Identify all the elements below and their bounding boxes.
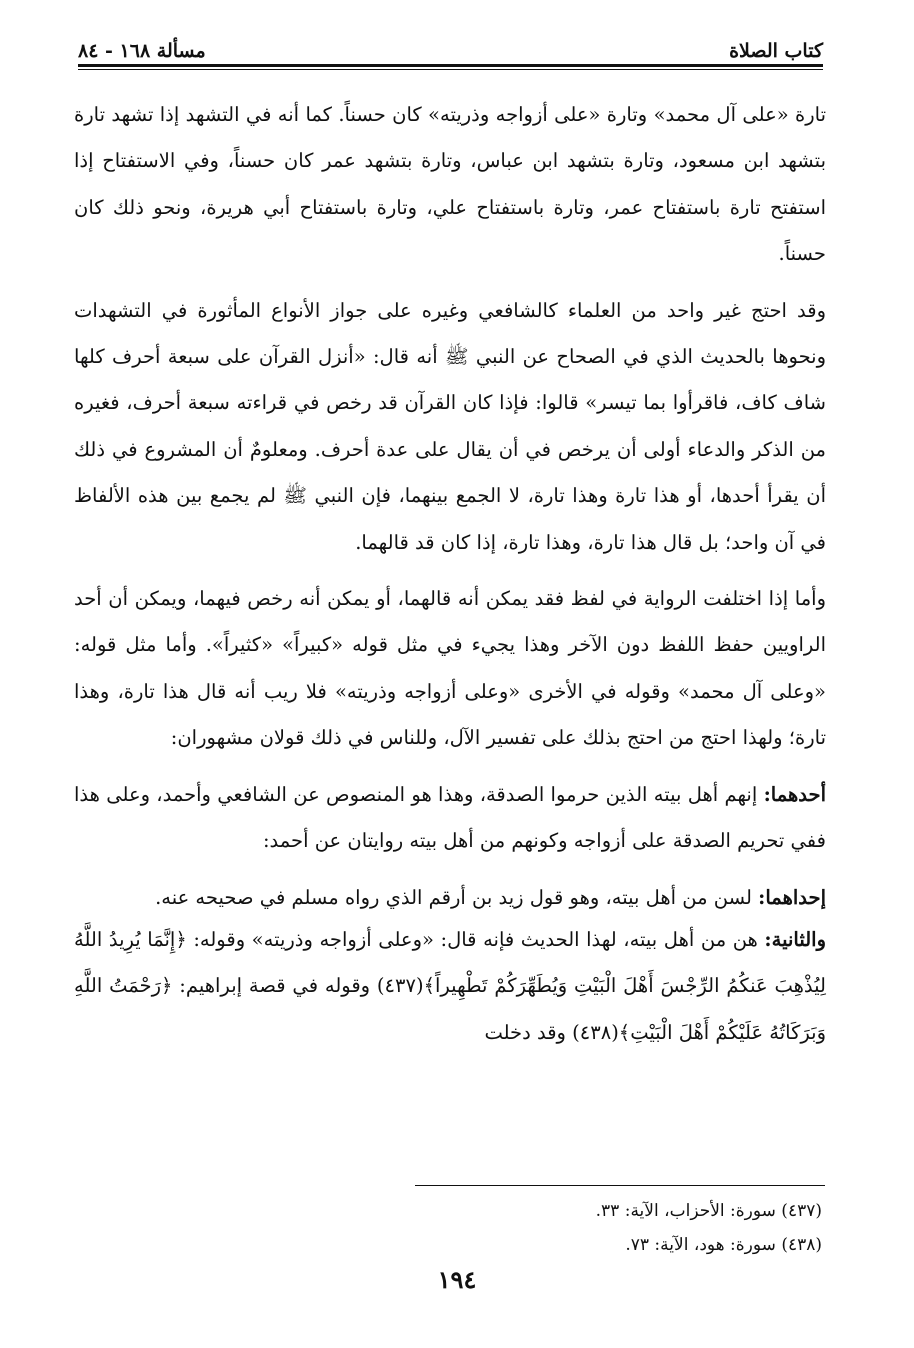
opinion-text: إنهم أهل بيته الذين حرموا الصدقة، وهذا هو المنصوص عن الشافعي وأحمد، وعلى هذا ففي تحريم الصدقة على أزواجه وكونهم من أهل بيته روايتان عن أحمد: — [74, 782, 826, 853]
paragraph: وأما إذا اختلفت الرواية في لفظ فقد يمكن أنه قالهما، أو يمكن أنه رخص فيهما، ويمكن أن أحد الراويين حفظ اللفظ دون الآخر وهذا يجيء في مثل قوله «كبيراً» «كثيراً». وأما مثل قوله: «وعلى آل محمد» وقوله في الأخرى «وعلى أزواجه وذريته» فلا ريب أنه قال هذا تارة، وهذا تارة؛ ولهذا احتج من احتج بذلك على تفسير الآل، وللناس في ذلك قولان مشهوران: — [74, 587, 826, 750]
opinion-paragraph — [74, 875, 826, 921]
footnote-rule — [415, 1185, 825, 1186]
paragraph: تارة «على آل محمد» وتارة «على أزواجه وذريته» كان حسناً. كما أنه في التشهد إذا تشهد تارة بتشهد ابن مسعود، وتارة بتشهد ابن عباس، وتارة بتشهد عمر كان حسناً، وفي الاستفتاح إذا استفتح تارة باستفتاح عمر، وتارة باستفتاح علي، وتارة باستفتاح أبي هريرة، ونحو ذلك كان حسناً. — [74, 103, 826, 266]
opinion-paragraph — [74, 772, 826, 865]
opinion-paragraph — [74, 917, 826, 1056]
book-title: كتاب الصلاة — [729, 40, 823, 62]
running-header — [78, 26, 823, 62]
opinion-text: لسن من أهل بيته، وهو قول زيد بن أرقم الذي رواه مسلم في صحيحه عنه. — [155, 885, 752, 909]
page-number: ١٩٤ — [437, 1265, 477, 1294]
main-text — [74, 92, 826, 1056]
footnote: (٤٣٧) سورة: الأحزاب، الآية: ٣٣. — [595, 1201, 822, 1221]
footnote: (٤٣٨) سورة: هود، الآية: ٧٣. — [625, 1235, 822, 1255]
opinion-lead: إحداهما: — [758, 885, 826, 909]
footnotes — [300, 1194, 822, 1262]
opinion-lead: والثانية: — [764, 927, 826, 951]
paragraph: وقد احتج غير واحد من العلماء كالشافعي وغيره على جواز الأنواع المأثورة في التشهدات ونحوها بالحديث الذي في الصحاح عن النبي ﷺ أنه قال: «أنزل القرآن على سبعة أحرف كلها شاف كاف، فاقرأوا بما تيسر» قالوا: فإذا كان القرآن قد رخص في قراءته سبعة أحرف، فغيره من الذكر والدعاء أولى أن يرخص في أن يقال على عدة أحرف. ومعلومٌ أن المشروع في ذلك أن يقرأ أحدها، أو هذا تارة وهذا تارة، لا الجمع بينهما، فإن النبي ﷺ لم يجمع بين هذه الألفاظ في آن واحد؛ بل قال هذا تارة، وهذا تارة، إذا كان قد قالهما. — [74, 298, 826, 554]
opinion-text: هن من أهل بيته، لهذا الحديث فإنه قال: «وعلى أزواجه وذريته» وقوله: ﴿إِنَّمَا يُرِيدُ اللَّهُ لِيُذْهِبَ عَنكُمُ الرِّجْسَ أَهْلَ الْبَيْتِ وَيُطَهِّرَكُمْ تَطْهِيراً﴾(٤٣٧) وقوله في قصة إبراهيم: ﴿رَحْمَتُ اللَّهِ وَبَرَكَاتُهُ عَلَيْكُمْ أَهْلَ الْبَيْتِ﴾(٤٣٨) وقد دخلت — [74, 927, 826, 1044]
issue-reference: مسألة ١٦٨ - ٨٤ — [78, 40, 206, 62]
header-rule — [78, 64, 823, 70]
opinion-lead: أحدهما: — [763, 782, 826, 806]
